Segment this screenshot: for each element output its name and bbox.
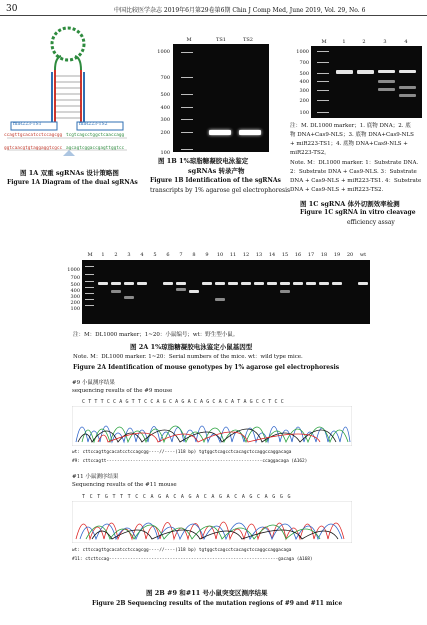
gel-band <box>239 130 261 135</box>
gel-band <box>176 282 186 285</box>
fig1c-caption-zh: 图 1C sgRNA 体外切割效率检测 <box>300 200 400 208</box>
fig1b-caption-zh-2: sgRNAs 转录产物 <box>188 167 245 175</box>
m9-title-en: sequencing results of the #9 mouse <box>72 388 173 394</box>
gel-band <box>319 282 329 285</box>
ladder-tick: 500 <box>299 71 309 77</box>
fig1c-note-en: Note. M：DL1000 marker. 1：Substrate DNA. 2：Substrate DNA + Cas9-NLS. 3：Substrate DNA + Cas9-NLS + miR223-TS1. 4：Substrate DNA + Cas9-NLS + miR223-TS2. <box>290 160 422 193</box>
ladder-tick: 100 <box>299 110 309 116</box>
ladder-tick: 400 <box>70 288 80 294</box>
lane-label: 7 <box>179 252 183 258</box>
fig1b-caption-en-1: Figure 1B Identification of the sgRNAs <box>150 177 281 184</box>
ladder-tick: 700 <box>160 75 170 81</box>
fig2a-caption-en: Figure 2A Identification of mouse genotypes by 1% agarose gel electrophoresis <box>73 364 340 371</box>
gel-band <box>378 80 395 83</box>
gel-band <box>137 282 147 285</box>
fig1b-caption-en-2: transcripts by 1% agarose gel electrophoresis <box>150 187 291 194</box>
lane-label: TS1 <box>216 37 226 43</box>
gel-band <box>267 282 277 285</box>
lane-label: 18 <box>320 252 328 258</box>
m11-mut-seq: #11: ctcttccag----------------------------------------------------------------gacaga (Δ168) <box>72 557 313 562</box>
lane-label: 3 <box>127 252 131 258</box>
lane-label: M <box>321 39 327 45</box>
lane-label: 8 <box>192 252 196 258</box>
lane-label: 3 <box>383 39 387 45</box>
gel-band <box>209 130 231 135</box>
gel-band <box>202 282 212 285</box>
fig1a-caption-en: Figure 1A Diagram of the dual sgRNAs <box>7 179 138 186</box>
lane-label: 11 <box>229 252 237 258</box>
lane-label: 5 <box>153 252 157 258</box>
m9-chromatogram <box>72 406 352 446</box>
gel-band <box>378 88 395 91</box>
gel-image-1c <box>311 46 422 118</box>
lane-label: M <box>87 252 93 258</box>
lane-label: 14 <box>268 252 276 258</box>
lane-label: 4 <box>140 252 144 258</box>
lane-label: 2 <box>362 39 366 45</box>
gel-band <box>189 290 199 293</box>
lane-label: 10 <box>216 252 224 258</box>
gel-band <box>254 282 264 285</box>
fig2a-note-en: Note. M：DL1000 marker. 1~20：Serial numbers of the mice. wt：wild type mice. <box>73 354 303 360</box>
seq-bottom-right: agcagtcggaccgagttggtcc <box>66 146 125 151</box>
gel-band <box>163 282 173 285</box>
gel-band <box>399 86 416 89</box>
ladder-tick: 1000 <box>67 267 80 273</box>
lane-label: 17 <box>307 252 315 258</box>
gel-band <box>111 290 121 293</box>
seq-top-left: ccagttgcacatcctccagcgg <box>4 133 63 138</box>
ladder-tick: 400 <box>160 105 170 111</box>
gel-band <box>280 282 290 285</box>
ladder-tick: 200 <box>299 98 309 104</box>
ladder-tick: 700 <box>70 275 80 281</box>
journal-header: 中国比较医学杂志 2019年6月第29卷第6期 Chin J Comp Med, June 2019, Vol. 29, No. 6 <box>114 7 366 14</box>
fig2a-note-zh: 注：M：DL1000 marker；1~20：小鼠编号；wt：野生型小鼠。 <box>73 332 239 338</box>
gel-band <box>306 282 316 285</box>
gel-band <box>111 282 121 285</box>
lane-label: TS2 <box>243 37 253 43</box>
fig2b-caption-en: Figure 2B Sequencing results of the mutation regions of #9 and #11 mice <box>92 600 343 607</box>
ladder-tick: 100 <box>70 306 80 312</box>
header-rule <box>0 15 427 16</box>
gel-band <box>358 282 368 285</box>
label-ts2: miR223-TS2 <box>79 122 108 127</box>
lane-label: 2 <box>114 252 118 258</box>
label-ts1: miR223-TS1 <box>13 122 42 127</box>
m9-title-zh: #9 小鼠测序结果 <box>72 380 115 386</box>
lane-label: 9 <box>205 252 209 258</box>
gel-band <box>280 290 290 293</box>
gel-band <box>215 298 225 301</box>
m9-wt-seq: wt: cttccagttgcacatcctccagcgg----//----(118 bp) tgtggctcagcctcacagctccaggccaggacaga <box>72 450 292 455</box>
lane-label: 13 <box>255 252 263 258</box>
gel-image-1b <box>173 44 269 152</box>
gel-band <box>399 94 416 97</box>
m11-chromatogram <box>72 501 352 543</box>
lane-label: 19 <box>333 252 341 258</box>
gel-band <box>124 282 134 285</box>
fig1b-caption-zh-1: 图 1B 1%琼脂糖凝胶电泳鉴定 <box>158 157 249 165</box>
gel-band <box>98 282 108 285</box>
lane-label: 15 <box>281 252 289 258</box>
ladder-tick: 700 <box>299 60 309 66</box>
fig1a-caption-zh: 图 1A 双重 sgRNAs 设计策略图 <box>20 169 119 177</box>
ladder-tick: 500 <box>70 282 80 288</box>
gel-image-2a <box>82 260 370 324</box>
m11-title-en: Sequencing results of the #11 mouse <box>72 482 177 488</box>
sgrna-diagram <box>5 22 130 162</box>
lane-label: 1 <box>101 252 105 258</box>
gel-band <box>176 288 186 291</box>
fig1c-note-zh: 注：M. DL1000 marker；1. 底物 DNA；2. 底 物 DNA+Cas9-NLS；3. 底物 DNA+Cas9-NLS + miR223-TS1；4. 底物 DNA+Cas9-NLS + miR223-TS2。 <box>290 123 414 156</box>
gel-band <box>228 282 238 285</box>
gel-band <box>241 282 251 285</box>
gel-band <box>357 70 374 74</box>
fig1c-caption-en-1: Figure 1C sgRNA in vitro cleavage <box>300 209 416 216</box>
gel-band <box>332 282 342 285</box>
gel-band <box>399 70 416 73</box>
lane-label: wt <box>359 252 367 258</box>
m11-title-zh: #11 小鼠测序结果 <box>72 474 119 480</box>
lane-label: 1 <box>342 39 346 45</box>
lane-label: 20 <box>346 252 354 258</box>
gel-band <box>336 70 353 74</box>
fig1c-caption-en-2: efficiency assay <box>347 219 395 226</box>
lane-label: 6 <box>166 252 170 258</box>
ladder-tick: 300 <box>70 294 80 300</box>
fig2a-caption-zh: 图 2A 1%琼脂糖凝胶电泳鉴定小鼠基因型 <box>130 343 253 351</box>
m9-mut-seq: #9: cttccagtt-----------------------------------------------------------ccaggacaga (Δ162) <box>72 459 308 464</box>
ladder-tick: 1000 <box>296 49 309 55</box>
lane-label: 12 <box>242 252 250 258</box>
ladder-tick: 300 <box>160 117 170 123</box>
gel-band <box>124 296 134 299</box>
seq-top-right: tcgtcagcctggctcaaccagg <box>66 133 125 138</box>
page-number: 30 <box>6 4 18 14</box>
gel-band <box>293 282 303 285</box>
ladder-tick: 500 <box>160 92 170 98</box>
ladder-tick: 200 <box>70 300 80 306</box>
m9-base-calls: CTTTCCAGTTCCAGCAGACAGCACATAGCCTCC <box>82 399 287 405</box>
m11-wt-seq: wt: cttccagttgcacatcctccagcgg----//----(118 bp) tgtggctcagcctcacagctccaggccaggacaga <box>72 548 292 553</box>
ladder-tick: 100 <box>160 150 170 156</box>
ladder-tick: 300 <box>299 88 309 94</box>
ladder-tick: 400 <box>299 79 309 85</box>
gel-band <box>378 70 395 73</box>
gel-band <box>215 282 225 285</box>
lane-label: M <box>186 37 192 43</box>
ladder-tick: 1000 <box>157 49 170 55</box>
lane-label: 16 <box>294 252 302 258</box>
ladder-tick: 200 <box>160 130 170 136</box>
lane-label: 4 <box>404 39 408 45</box>
m11-base-calls: TCTGTTTCCAGACAGACAGACAGCAGGG <box>82 494 296 500</box>
seq-bottom-left: ggtcaacgtgtaggaggtcgcc <box>4 146 63 151</box>
fig2b-caption-zh: 图 2B #9 和#11 号小鼠突变区测序结果 <box>146 589 268 597</box>
